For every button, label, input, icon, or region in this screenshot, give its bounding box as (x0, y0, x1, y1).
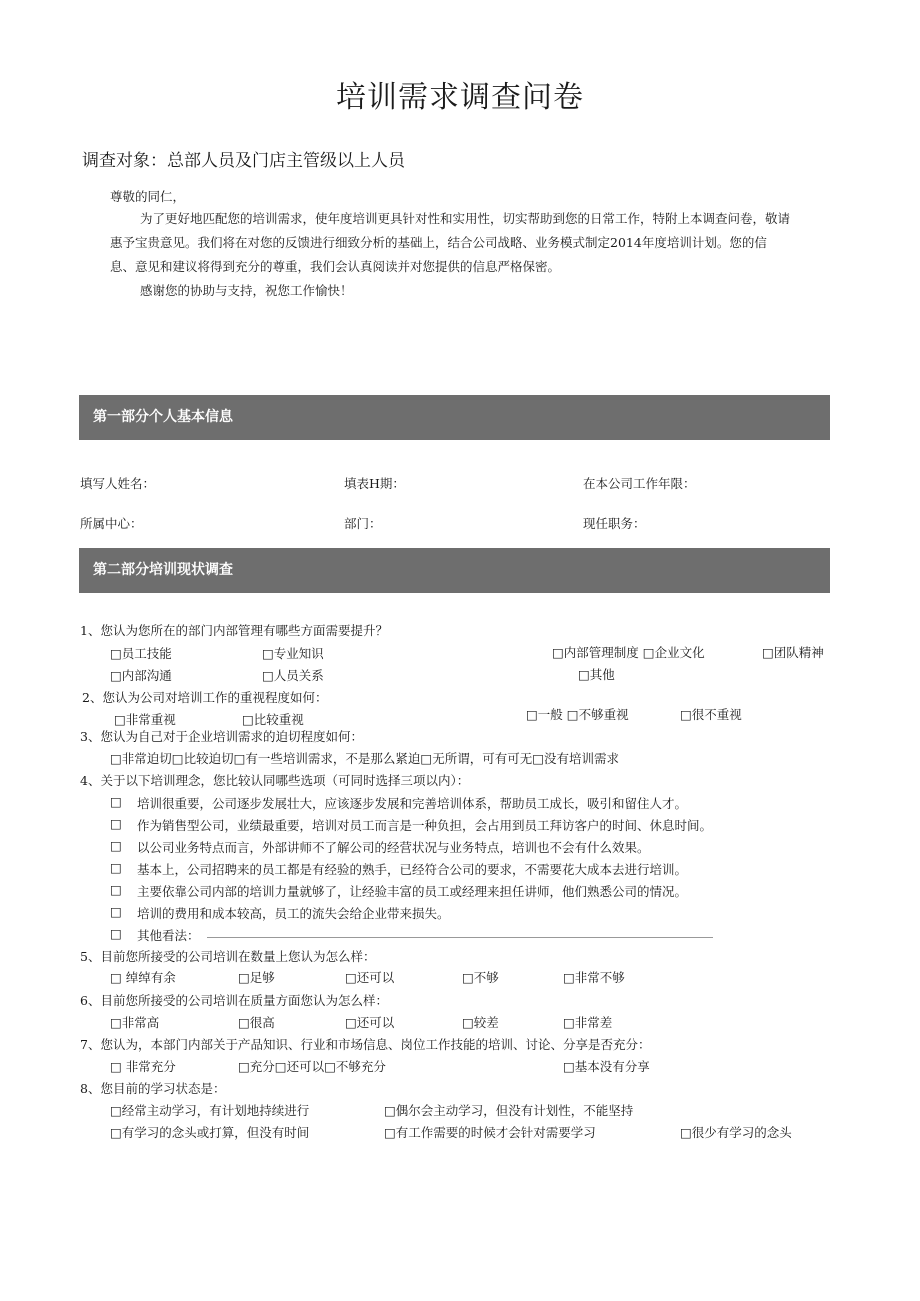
q6-option[interactable]: □非常高 (110, 1015, 160, 1030)
section2-banner (79, 548, 830, 593)
section1-title: 第一部分个人基本信息 (93, 409, 233, 425)
page-title: 培训需求调查问卷 (336, 80, 584, 115)
q6-text: 6、目前您所接受的公司培训在质量方面您认为怎么样： (80, 993, 388, 1008)
q4-item: 主要依靠公司内部的培训力量就够了，让经验丰富的员工或经理来担任讲师，他们熟悉公司的情况。 (137, 884, 688, 899)
q1-option[interactable]: □其他 (578, 667, 615, 682)
q3-text: 3、您认为自己对于企业培训需求的迫切程度如何： (80, 729, 363, 744)
q6-option[interactable]: □较差 (462, 1015, 499, 1030)
intro-line-1: 为了更好地匹配您的培训需求，使年度培训更具针对性和实用性，切实帮助到您的日常工作，特附上本调查问卷，敬请 (140, 211, 791, 226)
q8-option[interactable]: □有学习的念头或打算，但没有时间 (110, 1125, 310, 1140)
section1-banner (79, 395, 830, 440)
q5-option[interactable]: □ 绰绰有余 (110, 970, 176, 985)
q5-option[interactable]: □还可以 (345, 970, 395, 985)
q1-option[interactable]: □团队精神 (762, 645, 824, 660)
q4-checkbox[interactable]: □ (110, 838, 122, 853)
intro-line-3: 息、意见和建议将得到充分的尊重，我们会认真阅读并对您提供的信息严格保密。 (110, 259, 561, 274)
q7-option[interactable]: □充分□还可以□不够充分 (238, 1059, 386, 1074)
date-label: 填表H期： (344, 476, 405, 491)
q5-option[interactable]: □足够 (238, 970, 275, 985)
q6-option[interactable]: □还可以 (345, 1015, 395, 1030)
q7-text: 7、您认为，本部门内部关于产品知识、行业和市场信息、岗位工作技能的培训、讨论、分享是否充分： (80, 1037, 651, 1052)
center-label: 所属中心： (80, 516, 143, 531)
q2-text: 2、您认为公司对培训工作的重视程度如何： (82, 690, 328, 705)
q4-item: 其他看法： (137, 928, 200, 943)
q4-item: 基本上，公司招聘来的员工都是有经验的熟手，已经符合公司的要求，不需要花大成本去进行培训。 (137, 862, 688, 877)
q8-option[interactable]: □很少有学习的念头 (680, 1125, 792, 1140)
other-opinion-line[interactable] (207, 937, 713, 938)
q4-text: 4、关于以下培训理念，您比较认同哪些选项（可同时选择三项以内）： (80, 773, 470, 788)
q1-option[interactable]: □人员关系 (262, 668, 324, 683)
q5-option[interactable]: □不够 (462, 970, 499, 985)
q8-text: 8、您目前的学习状态是： (80, 1081, 226, 1096)
q8-option[interactable]: □经常主动学习，有计划地持续进行 (110, 1103, 310, 1118)
q4-item: 培训的费用和成本较高，员工的流失会给企业带来损失。 (137, 906, 450, 921)
q2-option[interactable]: □很不重视 (680, 707, 742, 722)
q4-checkbox[interactable]: □ (110, 882, 122, 897)
q1-text: 1、您认为您所在的部门内部管理有哪些方面需要提升？ (80, 623, 388, 638)
q2-option[interactable]: □一般 □不够重视 (526, 707, 629, 722)
q4-item: 培训很重要，公司逐步发展壮大，应该逐步发展和完善培训体系，帮助员工成长，吸引和留住人才。 (137, 796, 688, 811)
name-label: 填写人姓名： (80, 476, 156, 491)
q5-option[interactable]: □非常不够 (563, 970, 625, 985)
q4-checkbox[interactable]: □ (110, 794, 122, 809)
q5-text: 5、目前您所接受的公司培训在数量上您认为怎么样： (80, 949, 376, 964)
q1-option[interactable]: □内部沟通 (110, 668, 172, 683)
survey-subject: 调查对象：总部人员及门店主管级以上人员 (82, 151, 405, 171)
q4-item: 以公司业务特点而言，外部讲师不了解公司的经营状况与业务特点，培训也不会有什么效果。 (137, 840, 650, 855)
dept-label: 部门： (344, 516, 382, 531)
section2-title: 第二部分培训现状调查 (93, 562, 233, 578)
intro-greeting: 尊敬的同仁， (110, 189, 186, 204)
q8-option[interactable]: □偶尔会主动学习，但没有计划性，不能坚持 (384, 1103, 634, 1118)
q4-checkbox[interactable]: □ (110, 926, 122, 941)
q7-option[interactable]: □基本没有分享 (563, 1059, 650, 1074)
q4-checkbox[interactable]: □ (110, 816, 122, 831)
q2-option[interactable]: □非常重视 (114, 712, 176, 727)
q6-option[interactable]: □很高 (238, 1015, 275, 1030)
q4-item: 作为销售型公司，业绩最重要，培训对员工而言是一种负担，会占用到员工拜访客户的时间、休息时间。 (137, 818, 713, 833)
q6-option[interactable]: □非常差 (563, 1015, 613, 1030)
position-label: 现任职务： (583, 516, 646, 531)
q3-options[interactable]: □非常迫切□比较迫切□有一些培训需求，不是那么紧迫□无所谓，可有可无□没有培训需求 (110, 751, 620, 766)
q1-option[interactable]: □员工技能 (110, 646, 172, 661)
q4-checkbox[interactable]: □ (110, 904, 122, 919)
q2-option[interactable]: □比较重视 (242, 712, 304, 727)
q1-option[interactable]: □专业知识 (262, 646, 324, 661)
q1-option[interactable]: □内部管理制度 □企业文化 (552, 645, 705, 660)
q8-option[interactable]: □有工作需要的时候才会针对需要学习 (384, 1125, 596, 1140)
years-label: 在本公司工作年限： (583, 476, 696, 491)
q4-checkbox[interactable]: □ (110, 860, 122, 875)
intro-thanks: 感谢您的协助与支持，祝您工作愉快！ (140, 283, 353, 298)
intro-line-2: 惠予宝贵意见。我们将在对您的反馈进行细致分析的基础上，结合公司战略、业务模式制定2014年度培训计划。您的信 (110, 235, 767, 250)
q7-option[interactable]: □ 非常充分 (110, 1059, 176, 1074)
